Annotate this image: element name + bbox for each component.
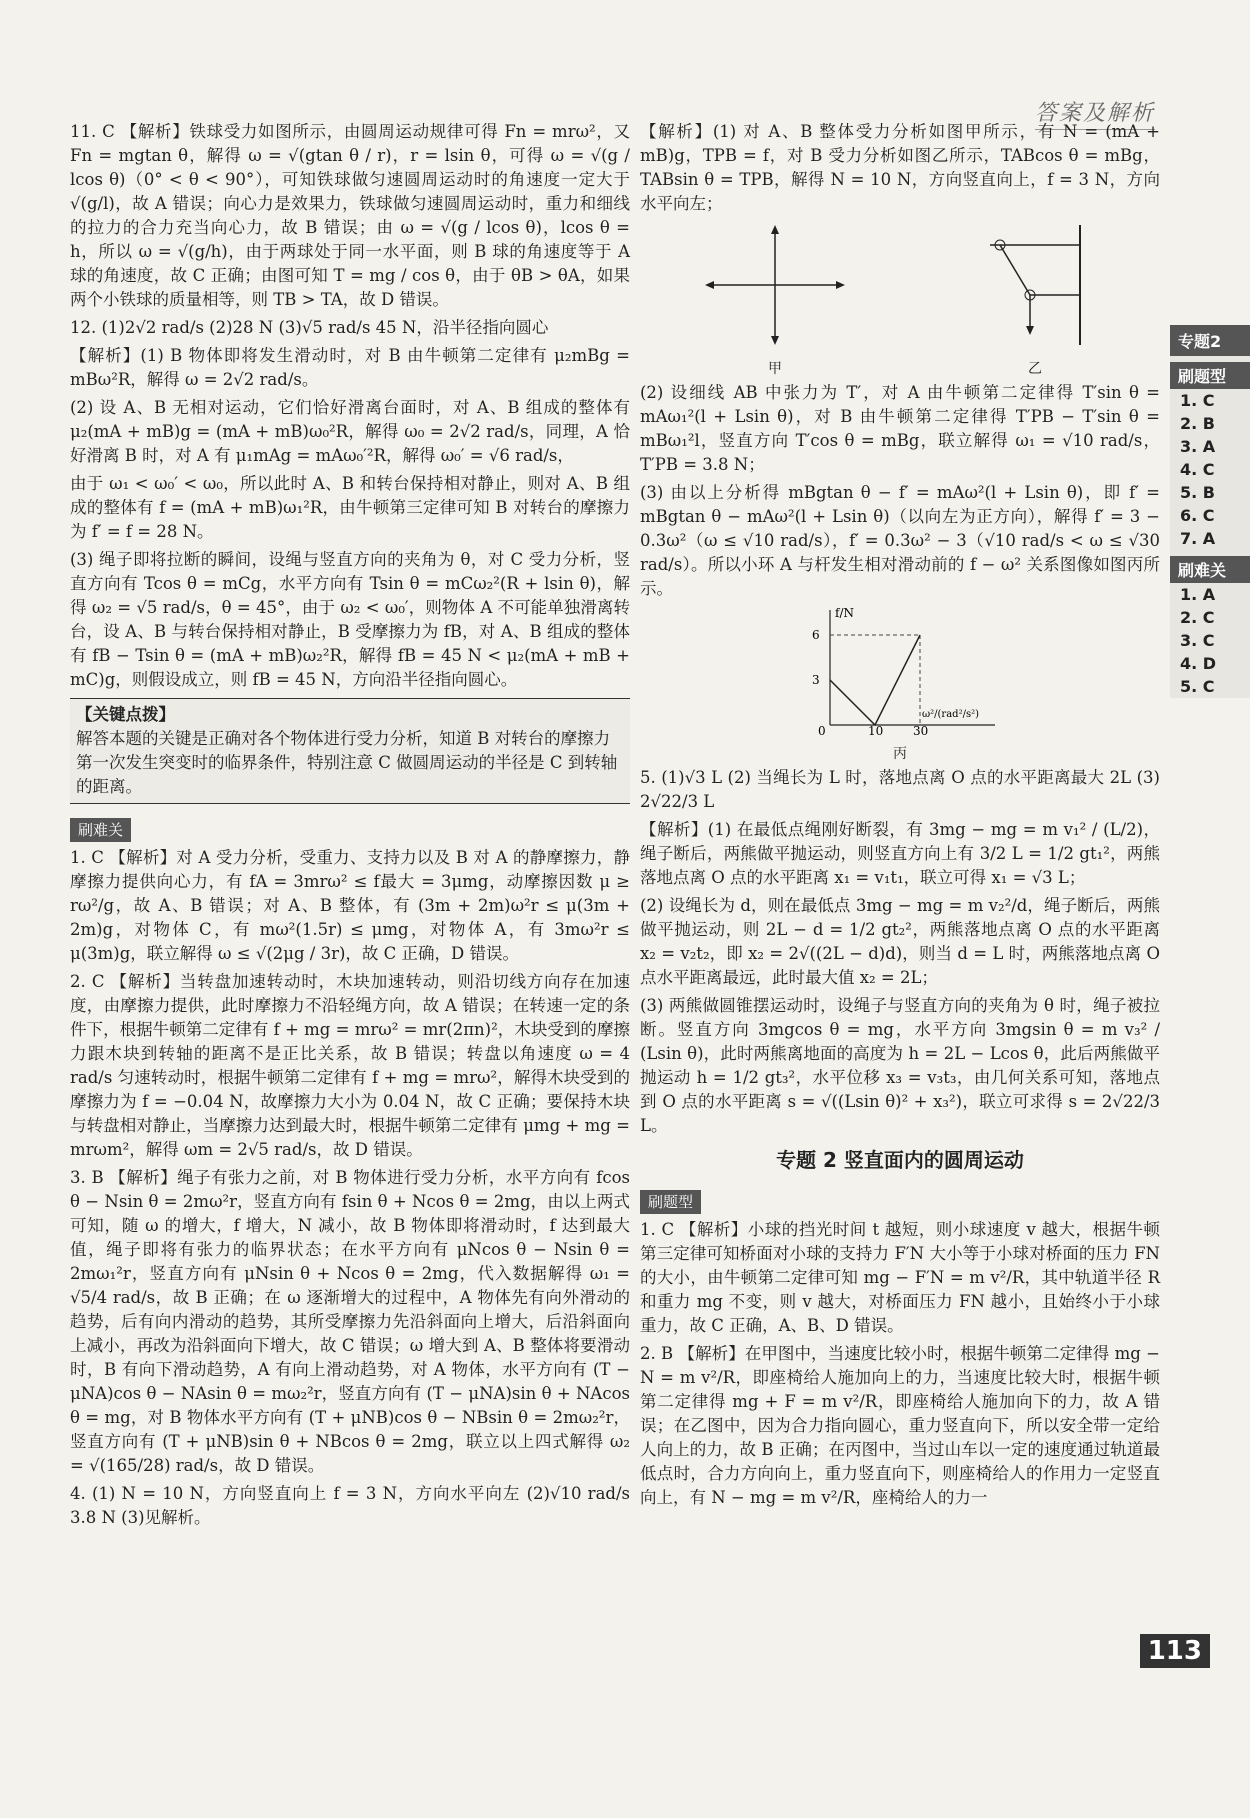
answer-12-part1: 【解析】(1) B 物体即将发生滑动时，对 B 由牛顿第二定律有 μ₂mBg = mBω²R，解得 ω = 2√2 rad/s。: [70, 346, 630, 389]
section-tag-hard: 刷难关: [70, 818, 131, 842]
side-tab-item: 2. C: [1180, 608, 1215, 627]
page-number: 113: [1140, 1634, 1210, 1668]
side-tab-item: 5. B: [1180, 483, 1215, 502]
f-omega-graph-svg: [800, 605, 1000, 735]
answer-12-summary: 12. (1)2√2 rad/s (2)28 N (3)√5 rad/s 45 N，沿半径指向圆心: [70, 318, 549, 337]
force-diagram-yi: [960, 220, 1110, 350]
answer-4-analysis: 【解析】(1) 对 A、B 整体受力分析如图甲所示，有 N = (mA + mB)g，TPB = f，对 B 受力分析如图乙所示，TABcos θ = mBg，TABsin θ = TPB，解得 N = 10 N，方向竖直向上，f = 3 N，方向水平向左；: [640, 122, 1160, 213]
side-answer-tab: [1170, 325, 1250, 698]
graph-y-tick-3: 3: [812, 673, 820, 687]
hard-answer-1: 1. C 【解析】对 A 受力分析，受重力、支持力以及 B 对 A 的静摩擦力，静摩擦力提供向心力，有 fA = 3mrω² ≤ f最大 = 3μmg，动摩擦因数 μ ≥ rω²/g，故 A、B 错误；对 A、B 整体，有 (3m + 2m)ω²r ≤ μ(3m + 2m)g，对物体 C，有 mω²(1.5r) ≤ μmg，对物体 A，有 3mω²r ≤ μ(3m)g，联立解得 ω ≤ √(2μg / 3r)，故 C 正确，D 错误。: [70, 848, 630, 963]
key-tip-text: 解答本题的关键是正确对各个物体进行受力分析，知道 B 对转台的摩擦力第一次发生突变时的临界条件，特别注意 C 做圆周运动的半径是 C 到转轴的距离。: [76, 729, 618, 796]
force-diagrams: [640, 220, 1160, 381]
force-diagram-jia: [690, 220, 860, 350]
right-column: [640, 120, 1160, 1514]
type-answer-2: 2. B 【解析】在甲图中，当速度比较小时，根据牛顿第二定律得 mg − N = m v²/R，即座椅给人施加向上的力，当速度比较大时，根据牛顿第二定律得 mg + F = m v²/R，即座椅给人施加向下的力，故 A 错误；在乙图中，因为合力指向圆心，重力竖直向下，所以安全带一定给人向上的力，故 B 正确；在丙图中，当过山车以一定的速度通过轨道最低点时，合力方向向上，重力竖直向下，则座椅给人的作用力一定竖直向上，有 N − mg = m v²/R，座椅给人的力一: [640, 1344, 1160, 1507]
graph-x-tick-30: 30: [913, 724, 929, 735]
side-tab-item: 2. B: [1180, 414, 1215, 433]
side-tab-item: 1. A: [1180, 585, 1216, 604]
type-answer-1: 1. C 【解析】小球的挡光时间 t 越短，则小球速度 v 越大，根据牛顿第三定律可知桥面对小球的支持力 F′N 大小等于小球对桥面的压力 FN 的大小，由牛顿第二定律可知 mg − F′N = m v²/R，其中轨道半径 R 和重力 mg 不变，则 v 越大，对桥面压力 FN 越小，且始终小于小球重力，故 C 正确，A、B、D 错误。: [640, 1220, 1160, 1335]
answer-12-part2: (2) 设 A、B 无相对运动，它们恰好滑离台面时，对 A、B 组成的整体有 μ₂(mA + mB)g = (mA + mB)ω₀²R，解得 ω₀ = 2√2 rad/s，同理，A 恰好滑离 B 时，对 A 有 μ₁mAg = mAω₀′²R，解得 ω₀′ = √6 rad/s，: [70, 398, 630, 465]
answer-11: 11. C 【解析】铁球受力如图所示，由圆周运动规律可得 Fn = mrω²，又 Fn = mgtan θ，解得 ω = √(gtan θ / r)，r = lsin θ，可得 ω = √(g / lcos θ)（0° < θ < 90°），可知铁球做匀速圆周运动时的角速度一定大于√(g/l)，故 A 错误；向心力是效果力，铁球做匀速圆周运动时，重力和细线的拉力的合力充当向心力，故 B 错误；由 ω = √(g / lcos θ)，lcos θ = h，所以 ω = √(g/h)，由于两球处于同一水平面，则 B 球的角速度等于 A 球的角速度，故 C 正确；由图可知 T = mg / cos θ，由于 θB > θA，如果两个小铁球的质量相等，则 TB > TA，故 D 错误。: [70, 122, 630, 309]
answer-5-part2: (2) 设绳长为 d，则在最低点 3mg − mg = m v₂²/d，绳子断后，两熊做平抛运动，则 2L − d = 1/2 gt₂²，两熊落地点离 O 点的水平距离 x₂ = v₂t₂，即 x₂ = 2√((2L − d)d)，则当 d = L 时，两熊落地点离 O 点水平距离最远，此时最大值 x₂ = 2L；: [640, 896, 1160, 987]
side-tab-item: 5. C: [1180, 677, 1215, 696]
side-tab-item: 3. A: [1180, 437, 1216, 456]
side-tab-item: 4. C: [1180, 460, 1215, 479]
side-tab-item: 6. C: [1180, 506, 1215, 525]
page-header: 答案及解析: [1035, 96, 1155, 130]
side-tab-title: 专题2: [1170, 325, 1250, 356]
hard-answer-2: 2. C 【解析】当转盘加速转动时，木块加速转动，则沿切线方向存在加速度，由摩擦力提供，此时摩擦力不沿轻绳方向，故 A 错误；在转速一定的条件下，根据牛顿第二定律有 f + mg = mrω² = mr(2πn)²，木块受到的摩擦力跟木块到转轴的距离不是正比关系，故 B 错误；转盘以角速度 ω = 4 rad/s 匀速转动时，根据牛顿第二定律有 f + mg = mrω²，解得木块受到的摩擦力为 f = −0.04 N，故摩擦力大小为 0.04 N，故 C 正确；要保持木块与转盘相对静止，当摩擦力达到最大时，根据牛顿第二定律有 μmg + mg = mrωm²，解得 ωm = 2√5 rad/s，故 D 错误。: [70, 972, 630, 1159]
side-tab-item: 3. C: [1180, 631, 1215, 650]
answer-4-part3: (3) 由以上分析得 mBgtan θ − f′ = mAω²(l + Lsin θ)，即 f′ = mBgtan θ − mAω²(l + Lsin θ)（以向左为正方向），解得 f′ = 3 − 0.3ω²（ω ≤ √10 rad/s），f′ = 0.3ω² − 3（√10 rad/s < ω ≤ √30 rad/s）。所以小环 A 与杆发生相对滑动前的 f − ω² 关系图像如图丙所示。: [640, 483, 1160, 598]
answer-12-part2b: 由于 ω₁ < ω₀′ < ω₀，所以此时 A、B 和转台保持相对静止，则对 A、B 组成的整体有 f = (mA + mB)ω₁²R，由牛顿第三定律可知 B 对转台的摩擦力为 f′ = f = 28 N。: [70, 474, 630, 541]
answer-12-part3: (3) 绳子即将拉断的瞬间，设绳与竖直方向的夹角为 θ，对 C 受力分析，竖直方向有 Tcos θ = mCg，水平方向有 Tsin θ = mCω₂²(R + lsin θ)，解得 ω₂ = √5 rad/s，θ = 45°，由于 ω₂ < ω₀′，则物体 A 不可能单独滑离转台，设 A、B 与转台保持相对静止，B 受摩擦力为 fB，对 A、B 组成的整体有 fB − Tsin θ = (mA + mB)ω₂²R，解得 fB = 45 N < μ₂(mA + mB + mC)g，则假设成立，则 fB = 45 N，方向沿半径指向圆心。: [70, 550, 630, 689]
side-tab-section2: 刷难关: [1170, 556, 1250, 583]
hard-answer-3: 3. B 【解析】绳子有张力之前，对 B 物体进行受力分析，水平方向有 fcos θ − Nsin θ = 2mω²r，竖直方向有 fsin θ + Ncos θ = 2mg，由以上两式可知，随 ω 的增大，f 增大，N 减小，故 B 物体即将滑动时，f 达到最大值，绳子即将有张力的临界状态；在水平方向有 μNcos θ − Nsin θ = 2mω₁²r，竖直方向有 μNsin θ + Ncos θ = 2mg，代入数据解得 ω₁ = √5/4 rad/s，故 B 正确；在 ω 逐渐增大的过程中，A 物体先有向外滑动的趋势，后有向内滑动的趋势，其所受摩擦力先沿斜面向上增大，后沿斜面向上减小，再改为沿斜面向下增大，故 C 错误；ω 增大到 A、B 整体将要滑动时，B 有向下滑动趋势，A 有向上滑动趋势，对 A 物体，水平方向有 (T − μNA)cos θ − NAsin θ = mω₂²r，竖直方向有 (T − μNA)sin θ + NAcos θ = mg，对 B 物体水平方向有 (T + μNB)cos θ − NBsin θ = 2mω₂²r，竖直方向有 (T + μNB)sin θ + NBcos θ = 2mg，联立以上四式解得 ω₂ = √(165/28) rad/s，故 D 错误。: [70, 1168, 630, 1475]
f-omega-graph: [800, 605, 1000, 766]
graph-y-tick-6: 6: [812, 628, 820, 642]
answer-5-part1: 【解析】(1) 在最低点绳刚好断裂，有 3mg − mg = m v₁² / (L/2)，绳子断后，两熊做平抛运动，则竖直方向上有 3/2 L = 1/2 gt₁²，两熊落地点离 O 点的水平距离 x₁ = v₁t₁，联立可得 x₁ = √3 L；: [640, 820, 1160, 887]
figure-label-yi: 乙: [1028, 361, 1042, 377]
graph-origin: 0: [818, 724, 826, 735]
section-title: 专题 2 竖直面内的圆周运动: [776, 1148, 1024, 1172]
section-tag-type: 刷题型: [640, 1190, 701, 1214]
graph-y-label: f/N: [835, 606, 854, 620]
graph-x-label: ω²/(rad²/s²): [922, 709, 979, 720]
side-tab-item: 1. C: [1180, 391, 1215, 410]
left-column: [70, 120, 630, 1534]
answer-5-summary: 5. (1)√3 L (2) 当绳长为 L 时，落地点离 O 点的水平距离最大 2L (3) 2√22/3 L: [640, 768, 1160, 811]
graph-x-tick-10: 10: [868, 724, 884, 735]
key-tip-title: 【关键点拨】: [76, 705, 175, 724]
key-tip-box: [70, 698, 630, 804]
figure-label-jia: 甲: [768, 361, 782, 377]
side-tab-item: 7. A: [1180, 529, 1216, 548]
answer-4-part2: (2) 设细线 AB 中张力为 T′，对 A 由牛顿第二定律得 T′sin θ = mAω₁²(l + Lsin θ)，对 B 由牛顿第二定律得 T′PB − T′sin θ = mBω₁²l，竖直方向 T′cos θ = mBg，联立解得 ω₁ = √10 rad/s，T′PB = 3.8 N；: [640, 383, 1160, 474]
figure-label-bing: 丙: [893, 746, 907, 762]
answer-5-part3: (3) 两熊做圆锥摆运动时，设绳子与竖直方向的夹角为 θ 时，绳子被拉断。竖直方向 3mgcos θ = mg，水平方向 3mgsin θ = m v₃² / (Lsin θ)，此时两熊离地面的高度为 h = 2L − Lcos θ，此后两熊做平抛运动 h = 1/2 gt₃²，水平位移 x₃ = v₃t₃，由几何关系可知，落地点到 O 点的水平距离 s = √((Lsin θ)² + x₃²)，联立可求得 s = 2√22/3 L。: [640, 996, 1160, 1135]
hard-answer-4: 4. (1) N = 10 N，方向竖直向上 f = 3 N，方向水平向左 (2)√10 rad/s 3.8 N (3)见解析。: [70, 1484, 630, 1527]
side-tab-item: 4. D: [1180, 654, 1217, 673]
side-tab-section1: 刷题型: [1170, 362, 1250, 389]
